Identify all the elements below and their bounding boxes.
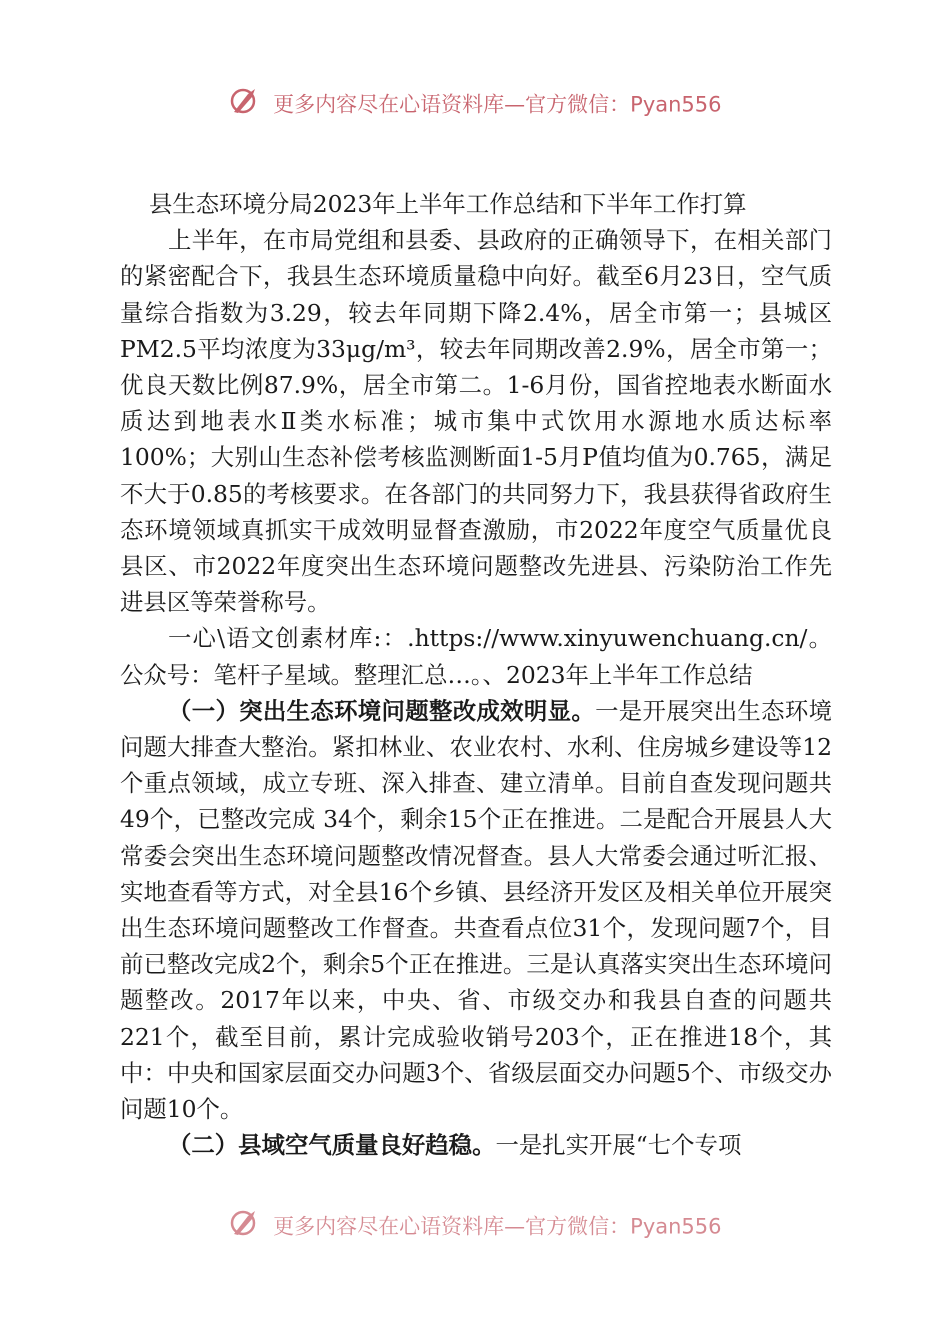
- item-2-paragraph: [120, 1127, 832, 1163]
- watermark-text: 更多内容尽在心语资料库—官方微信：Pyan556: [273, 92, 722, 117]
- document-title: 县生态环境分局2023年上半年工作总结和下半年工作打算: [149, 190, 747, 218]
- section-heading: 一心\语文创素材库:：.https://www.xinyuwenchuang.cn/。公众号：笔杆子星域。整理汇总…。、2023年上半年工作总结: [120, 624, 832, 689]
- item-2-lead: （二）县域空气质量良好趋稳。: [168, 1131, 496, 1160]
- intro-paragraph: 上半年，在市局党组和县委、县政府的正确领导下，在相关部门的紧密配合下，我县生态环境质量稳中向好。截至6月23日，空气质量综合指数为3.29，较去年同期下降2.4%，居全市第一；县城区PM2.5平均浓度为33μg/m³，较去年同期改善2.9%，居全市第一；优良天数比例87.9%，居全市第二。1-6月份，国省控地表水断面水质达到地表水Ⅱ类水标准；城市集中式饮用水源地水质达标率100%；大别山生态补偿考核监测断面1-5月P值均值为0.765，满足不大于0.85的考核要求。在各部门的共同努力下，我县获得省政府生态环境领域真抓实干成效明显督查激励，市2022年度空气质量优良县区、市2022年度突出生态环境问题整改先进县、污染防治工作先进县区等荣誉称号。: [120, 226, 832, 617]
- item-1-paragraph: [120, 693, 832, 1127]
- item-1-lead: （一）突出生态环境问题整改成效明显。: [168, 696, 596, 725]
- item-1-body: 一是开展突出生态环境问题大排查大整治。紧扣林业、农业农村、水利、住房城乡建设等12个重点领域，成立专班、深入排查、建立清单。目前自查发现问题共49个，已整改完成 34个，剩余15个正在推进。二是配合开展县人大常委会突出生态环境问题整改情况督查。县人大常委会通过听汇报、实地查看等方式，对全县16个乡镇、县经济开发区及相关单位开展突出生态环境问题整改工作督查。共查看点位31个，发现问题7个，目前已整改完成2个，剩余5个正在推进。三是认真落实突出生态环境问题整改。2017年以来，中央、省、市级交办和我县自查的问题共221个，截至目前，累计完成验收销号203个，正在推进18个，其中：中央和国家层面交办问题3个、省级层面交办问题5个、市级交办问题10个。: [120, 696, 833, 1124]
- document-body: [120, 186, 832, 1163]
- watermark-footer: [0, 1208, 950, 1243]
- brush-logo-icon: [228, 86, 262, 121]
- item-2-body: 一是扎实开展“七个专项: [495, 1131, 742, 1160]
- watermark-footer-text: 更多内容尽在心语资料库—官方微信：Pyan556: [273, 1214, 722, 1239]
- watermark-header: [0, 86, 950, 121]
- brush-logo-icon: [228, 1208, 262, 1243]
